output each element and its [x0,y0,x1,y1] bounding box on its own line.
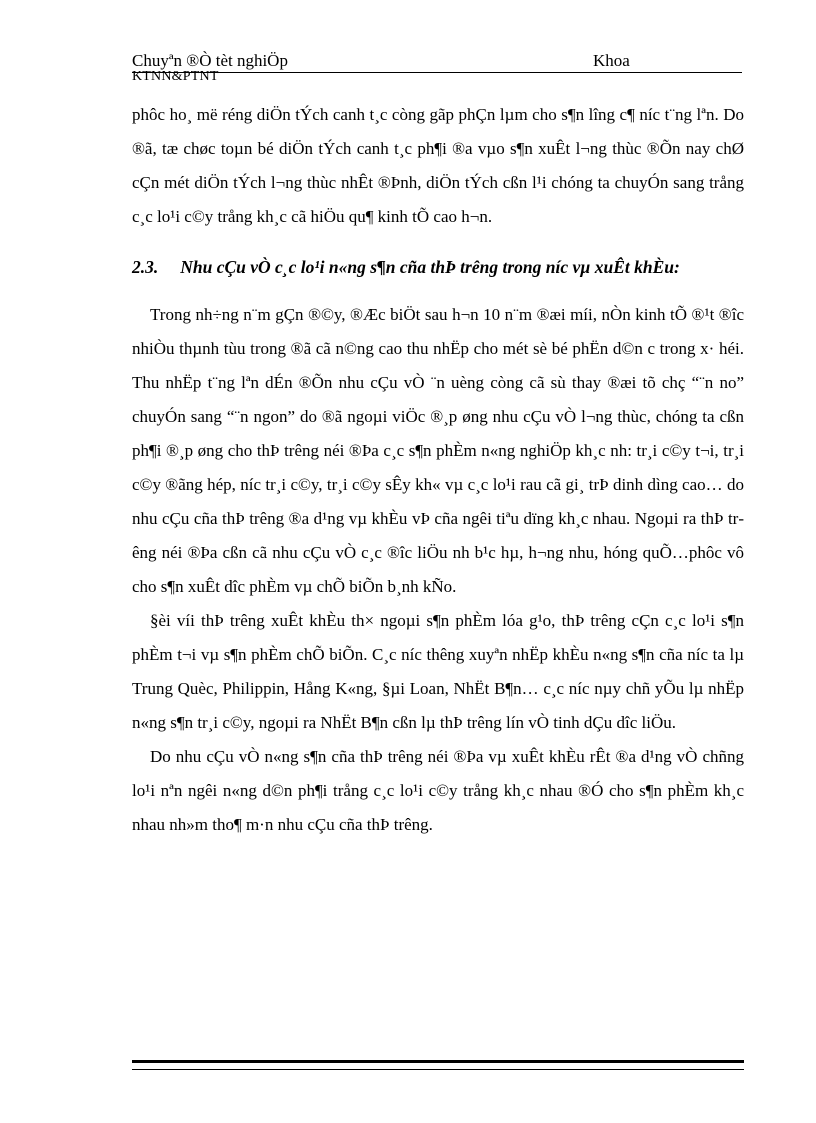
paragraph: Trong nh÷ng n¨m gÇn ®©y, ®Æc biÖt sau h¬n 10 n¨m ®æi míi, nÒn kinh tÕ ®¹t ®îc nhiÒu thµnh tùu trong ®ã cã n©ng cao thu nhËp cho mét sè bé phËn d©n c trong x· héi. Thu nhËp t¨ng lªn dÉn ®Õn nhu cÇu vÒ ¨n uèng còng cã sù thay ®æi tõ chç “¨n no” chuyÓn sang “¨n ngon” do ®ã ngoµi viÖc ®¸p øng nhu cÇu vÒ l¬ng thùc, chóng ta cßn ph¶i ®¸p øng cho thÞ trêng néi ®Þa c¸c s¶n phÈm n«ng nghiÖp kh¸c nh: tr¸i c©y t¬i, tr¸i c©y ®ãng hép, níc tr¸i c©y, tr¸i c©y sÊy kh« vµ c¸c lo¹i rau cã gi¸ trÞ dinh dìng cao… do nhu cÇu cña thÞ trêng ®a d¹ng vµ khÈu vÞ cña ngêi tiªu dïng kh¸c nhau. Ngoµi ra thÞ trêng néi ®Þa cßn cã nhu cÇu vÒ c¸c ®îc liÖu nh b¹c hµ, h¬ng nhu, hóng quÕ…phôc vô cho s¶n xuÊt dîc phÈm vµ chÕ biÕn b¸nh kÑo. [132,305,744,596]
paragraph: phôc ho¸ më réng diÖn tÝch canh t¸c còng gãp phÇn lµm cho s¶n lîng c¶ níc t¨ng lªn. Do ®ã, tæ chøc toµn bé diÖn tÝch canh t¸c ph¶i ®a vµo s¶n xuÊt l¬ng thùc ®Õn nay chØ cÇn mét diÖn tÝch l¬ng thùc nhÊt ®Þnh, diÖn tÝch cßn l¹i chóng ta chuyÓn sang trång c¸c lo¹i c©y trång kh¸c cã hiÖu qu¶ kinh tÕ cao h¬n. [132,105,744,226]
section-heading [132,250,744,284]
header-department: Khoa [593,51,630,70]
body-text [132,98,744,842]
footer-divider [132,1060,744,1070]
header-title: Chuyªn ®Ò tèt nghiÖp [132,51,288,70]
paragraph: §èi víi thÞ trêng xuÊt khÈu th× ngoµi s¶n phÈm lóa g¹o, thÞ trêng cÇn c¸c lo¹i s¶n phÈm t¬i vµ s¶n phÈm chÕ biÕn. C¸c níc thêng xuyªn nhËp khÈu n«ng s¶n cña níc ta lµ Trung Quèc, Philippin, Hång K«ng, §µi Loan, NhËt B¶n… c¸c níc nµy chñ yÕu lµ nhËp n«ng s¶n tr¸i c©y, ngoµi ra NhËt B¶n cßn lµ thÞ trêng lín vÒ tinh dÇu dîc liÖu. [132,611,744,732]
header-divider [132,72,742,73]
section-number: 2.3. [132,257,159,277]
section-title: Nhu cÇu vÒ c¸c lo¹i n«ng s¶n cña thÞ trêng trong níc vµ xuÊt khÈu: [180,257,680,277]
paragraph: Do nhu cÇu vÒ n«ng s¶n cña thÞ trêng néi ®Þa vµ xuÊt khÈu rÊt ®a d¹ng vÒ chñng lo¹i nªn ngêi n«ng d©n ph¶i trång c¸c lo¹i c©y trång kh¸c nhau ®Ó cho s¶n phÈm kh¸c nhau nh»m tho¶ m·n nhu cÇu cña thÞ trêng. [132,747,744,834]
header-department-continued: KTNN&PTNT [132,69,219,84]
